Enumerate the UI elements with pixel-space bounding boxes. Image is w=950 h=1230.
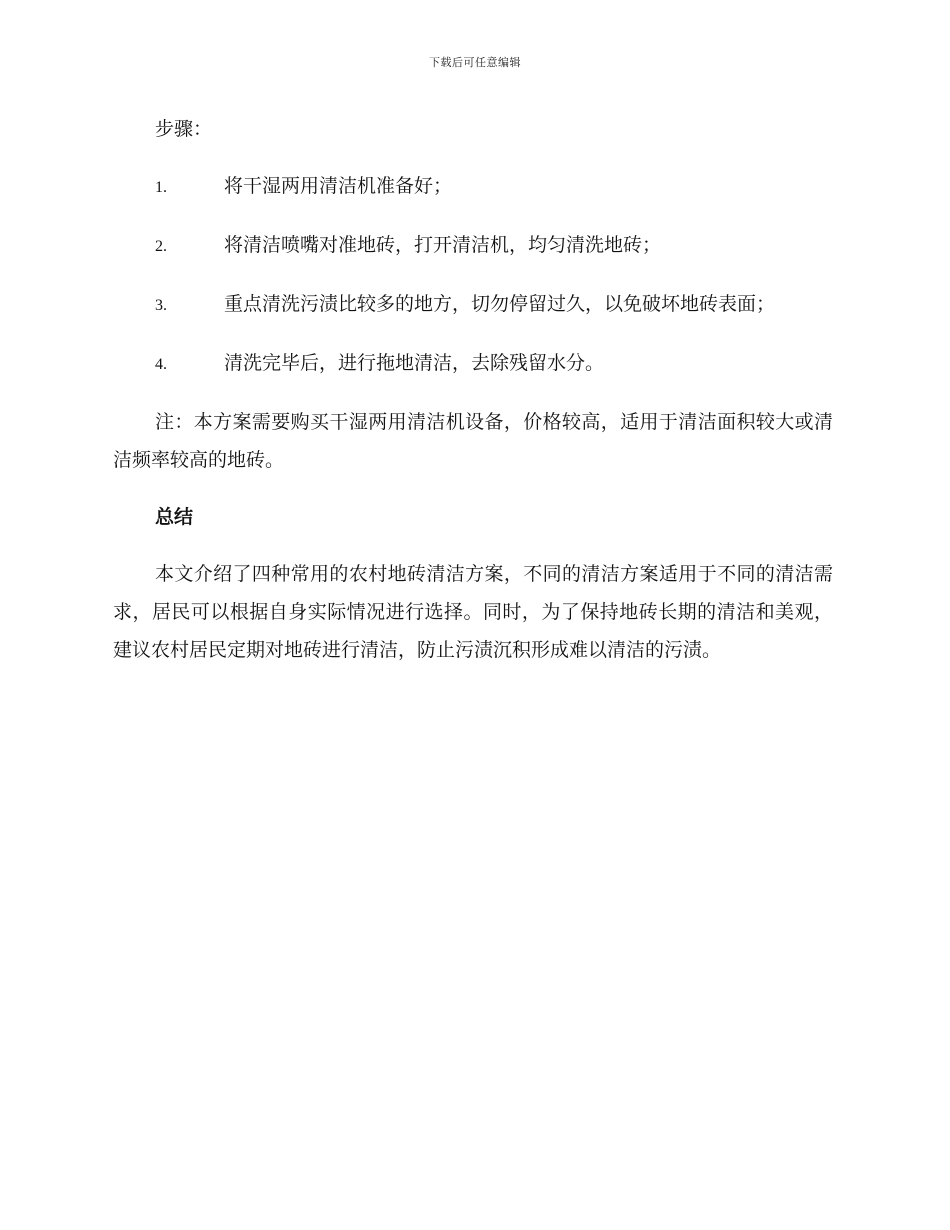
step-number: 1. (155, 179, 167, 196)
steps-label: 步骤： (155, 118, 213, 140)
step-item (113, 167, 833, 207)
step-item (113, 285, 833, 325)
step-number: 4. (155, 356, 167, 373)
step-text: 重点清洗污渍比较多的地方，切勿停留过久，以免破坏地砖表面； (224, 293, 776, 315)
summary-heading: 总结 (155, 506, 194, 528)
summary-paragraph: 本文介绍了四种常用的农村地砖清洁方案，不同的清洁方案适用于不同的清洁需求，居民可以根据自身实际情况进行选择。同时，为了保持地砖长期的清洁和美观，建议农村居民定期对地砖进行清洁，防止污渍沉积形成难以清洁的污渍。 (113, 563, 833, 661)
step-text: 将干湿两用清洁机准备好； (224, 175, 453, 197)
step-number: 3. (155, 297, 167, 314)
page-header: 下载后可任意编辑 (429, 56, 521, 69)
step-number: 2. (155, 238, 167, 255)
document-body (113, 110, 833, 688)
step-text: 清洗完毕后，进行拖地清洁，去除残留水分。 (224, 352, 605, 374)
step-text: 将清洁喷嘴对准地砖，打开清洁机，均匀清洗地砖； (224, 234, 662, 256)
note-paragraph: 注：本方案需要购买干湿两用清洁机设备，价格较高，适用于清洁面积较大或清洁频率较高的地砖。 (113, 411, 833, 471)
step-item (113, 226, 833, 266)
step-item (113, 344, 833, 384)
